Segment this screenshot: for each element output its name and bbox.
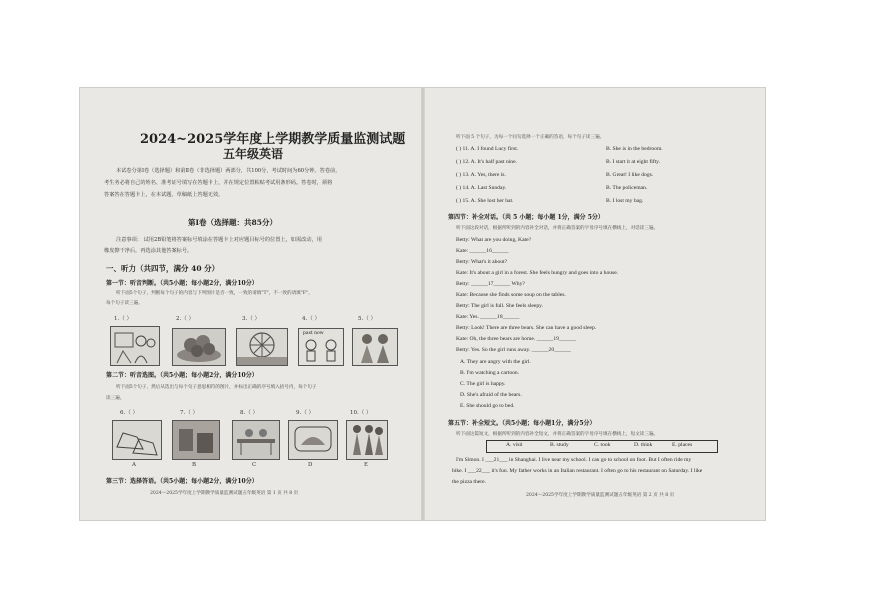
picture-3-ferris-wheel xyxy=(236,328,288,366)
choice-e: E. She should go to bed. xyxy=(460,403,515,409)
word-option-d: D. think xyxy=(634,442,653,448)
left-footer: 2024～2025学年度上学期教学质量监测试题五年级英语 第 1 页 共 8 页 xyxy=(150,491,299,496)
answer-13-b: B. Great! I like dogs. xyxy=(606,172,654,178)
part5-title: 第五节：补全短文。（共5小题；每小题1分，满分5分） xyxy=(448,420,596,427)
passage-line-3: the pizza there. xyxy=(452,479,487,485)
word-option-b: B. study xyxy=(550,442,569,448)
left-page xyxy=(80,88,420,520)
q6-label: 6.（ ） xyxy=(120,410,138,416)
choice-c: C. The girl is happy. xyxy=(460,381,506,387)
picture-b-clothes xyxy=(172,420,220,460)
notice-line-2: 橡皮擦干净后，再选涂其他答案标号。 xyxy=(104,248,193,254)
dialogue-line-7: Betty: The girl is full. She feels sleepy. xyxy=(456,303,543,309)
q5-label: 5.（ ） xyxy=(358,316,376,322)
intro-line-1: 本试卷分第Ⅰ卷（选择题）和第Ⅱ卷（非选择题）两部分，共100分，考试时间为60分钟。答卷前， xyxy=(116,168,341,174)
intro-line-3: 答案答在答题卡上，在本试题、草稿纸上答题无效。 xyxy=(104,192,224,198)
exam-title: 2024~2025学年度上学期教学质量监测试题 xyxy=(140,132,406,147)
q8-label: 8.（ ） xyxy=(240,410,258,416)
dialogue-line-9: Betty: Look! There are three bears. She can have a good sleep. xyxy=(456,325,597,331)
answer-11-b: B. She is in the bedroom. xyxy=(606,146,663,152)
picture-1-people xyxy=(110,326,160,366)
exam-subtitle: 五年级英语 xyxy=(223,147,284,161)
passage-line-1: I'm Simon. I ___21___ in Shanghai. I live near my school. I can go to school on foot. But I often ride my xyxy=(456,457,692,463)
q10-label: 10.（ ） xyxy=(350,410,372,416)
picture-2-fruit-bowl xyxy=(172,328,226,366)
part2-desc-1: 听下面5个句子，然后从选出与每个句子意思相符的图片，并标出正确的序号填入括号内，每个句子 xyxy=(116,385,317,390)
volume-title: 第Ⅰ卷（选择题：共85分） xyxy=(188,218,277,227)
word-option-e: E. places xyxy=(672,442,693,448)
page-fold xyxy=(421,88,425,520)
part1-title: 第一节：听音判断。（共5小题；每小题2分，满分10分） xyxy=(106,280,258,287)
right-footer: 2024～2025学年度上学期教学质量监测试题五年级英语 第 2 页 共 8 页 xyxy=(526,493,675,498)
dialogue-line-6: Kate: Because she finds some soup on the tables. xyxy=(456,292,566,298)
part5-desc: 听下面这篇短文，根据所听到的内容补全短文，并将正确答案的字母序号填在横线上，短文读三遍。 xyxy=(456,432,659,437)
part1-desc-1: 听下面5个句子，判断每个句子的内容与下列图片是否一致，一致的请填"T"，不一致的请填"F"， xyxy=(116,291,313,296)
notice-line-1: 注意事项： 试用2B铅笔将答案标号填涂在答题卡上对应题目标号的位置上，如需改动，用 xyxy=(116,237,322,243)
word-option-a: A. visit xyxy=(506,442,523,448)
option-letter-d: D xyxy=(308,462,313,468)
q9-label: 9.（ ） xyxy=(296,410,314,416)
answer-15-b: B. I lost my bag. xyxy=(606,198,644,204)
choice-a: A. They are angry with the girl. xyxy=(460,359,531,365)
choice-b: B. I'm watching a cartoon. xyxy=(460,370,520,376)
exam-sheet xyxy=(80,88,765,520)
picture-e-girls xyxy=(346,420,388,460)
q7-label: 7.（ ） xyxy=(180,410,198,416)
dialogue-line-11: Betty: Yes. So the girl runs away. ______20______ xyxy=(456,347,571,353)
part2-title: 第二节：听音选图。（共5小题；每小题2分，满分10分） xyxy=(106,372,258,379)
dialogue-line-8: Kate: Yes. ______18______ xyxy=(456,314,520,320)
part4-desc: 听下面这段对话，根据所听到的内容补全对话，并将正确答案的字母序号填在横线上，对话读三遍。 xyxy=(456,226,659,231)
picture-4-caption: past now xyxy=(303,331,324,336)
answer-14: ( ) 14. A. Last Sunday. xyxy=(456,185,507,191)
picture-c-table xyxy=(232,420,280,460)
q3-label: 3.（ ） xyxy=(242,316,260,322)
q1-label: 1.（ ） xyxy=(114,316,132,322)
part3-title: 第三节：选择答语。（共5小题；每小题2分，满分10分） xyxy=(106,478,258,485)
option-letter-c: C xyxy=(252,462,257,468)
part1-desc-2: 每个句子读三遍。 xyxy=(106,301,143,306)
answer-13: ( ) 13. A. Yes, there is. xyxy=(456,172,506,178)
intro-line-2: 考生务必将自己的姓名、准考证号填写在答题卡上，并在规定位置粘贴考试用条形码。答卷时，须将 xyxy=(104,180,333,186)
right-page xyxy=(426,88,765,520)
answer-12: ( ) 12. A. It's half past nine. xyxy=(456,159,517,165)
picture-a-shoes xyxy=(112,420,162,460)
dialogue-line-10: Kate: Oh, the three bears are home. ______19______ xyxy=(456,336,576,342)
part3-desc: 听下面 5 个句子，为每一个问句选择一个正确的答语，每个句子读三遍。 xyxy=(456,135,605,140)
picture-d-drawing xyxy=(288,420,338,460)
option-letter-b: B xyxy=(192,462,197,468)
part4-title: 第四节：补全对话。（共 5 小题；每小题 1分，满分 5分） xyxy=(448,214,604,221)
part2-desc-2: 读三遍。 xyxy=(106,396,125,401)
choice-d: D. She's afraid of the bears. xyxy=(460,392,522,398)
picture-4-past-now xyxy=(298,328,344,366)
picture-5-two-people xyxy=(352,328,398,366)
answer-12-b: B. I start it at eight fifty. xyxy=(606,159,661,165)
q4-label: 4.（ ） xyxy=(302,316,320,322)
dialogue-line-3: Betty: What's it about? xyxy=(456,259,508,265)
option-letter-a: A xyxy=(132,462,136,468)
dialogue-line-1: Betty: What are you doing, Kate? xyxy=(456,237,532,243)
answer-11: ( ) 11. A. I found Lucy first. xyxy=(456,146,519,152)
section-listening: 一、听力（共四节，满分 40 分） xyxy=(106,264,220,273)
q2-label: 2.（ ） xyxy=(176,316,194,322)
dialogue-line-5: Betty: ______17______ Why? xyxy=(456,281,525,287)
option-letter-e: E xyxy=(364,462,369,468)
passage-line-2: bike. I ___22___ it's fun. My father works in an Italian restaurant. I often go to his restaurant on Saturday. I like xyxy=(452,468,703,474)
word-option-c: C. took xyxy=(594,442,611,448)
dialogue-line-2: Kate: ______16______ xyxy=(456,248,509,254)
dialogue-line-4: Kate: It's about a girl in a forest. She feels hungry and goes into a house. xyxy=(456,270,619,276)
answer-14-b: B. The policeman. xyxy=(606,185,648,191)
answer-15: ( ) 15. A. She lost her hat. xyxy=(456,198,514,204)
